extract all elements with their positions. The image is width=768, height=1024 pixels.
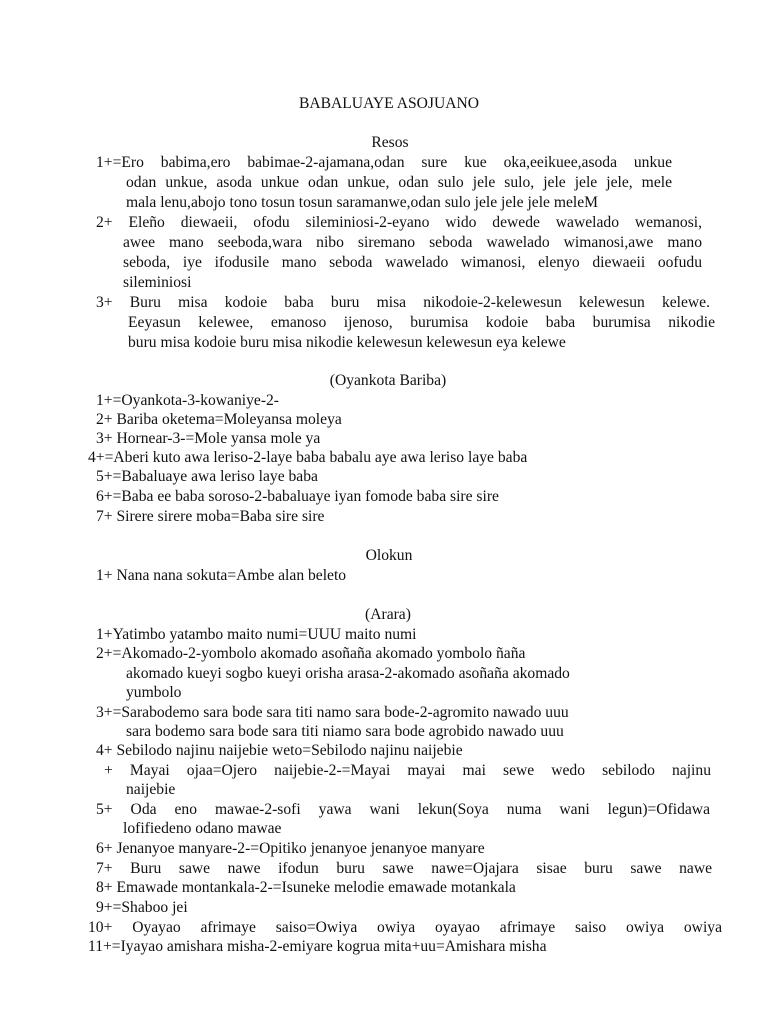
verse-line: 9+=Shaboo jei	[96, 899, 188, 916]
section-heading-arara: (Arara)	[365, 606, 411, 623]
section-heading-resos: Resos	[371, 134, 409, 151]
page-title: BABALUAYE ASOJUANO	[298, 95, 480, 112]
verse-line: 8+ Emawade montankala-2-=Isuneke melodie emawade motankala	[96, 879, 516, 896]
verse-line: seboda, iye ifodusile mano seboda wawelado wimanosi, elenyo diewaeii oofudu	[123, 254, 702, 271]
verse-line: 3+ Buru misa kodoie baba buru misa nikodoie-2-kelewesun kelewesun kelewe.	[96, 294, 710, 311]
verse-line: akomado kueyi sogbo kueyi orisha arasa-2-akomado asoñaña akomado	[126, 665, 570, 682]
verse-line: 2+=Akomado-2-yombolo akomado asoñaña akomado yombolo ñaña	[96, 645, 526, 662]
verse-line: yumbolo	[126, 684, 182, 701]
verse-line: 2+ Bariba oketema=Moleyansa moleya	[96, 411, 342, 428]
verse-line: 1+=Oyankota-3-kowaniye-2-	[96, 392, 279, 409]
verse-line: 3+ Hornear-3-=Mole yansa mole ya	[96, 430, 321, 447]
verse-line: mala lenu,abojo tono tosun tosun saramanwe,odan sulo jele jele jele meleM	[126, 194, 599, 211]
verse-line: 2+ Eleño diewaeii, ofodu sileminiosi-2-eyano wido dewede wawelado wemanosi,	[96, 214, 702, 231]
verse-line: 7+ Buru sawe nawe ifodun buru sawe nawe=Ojajara sisae buru sawe nawe	[96, 860, 712, 877]
verse-line: lofifiedeno odano mawae	[123, 820, 282, 837]
verse-line: 3+=Sarabodemo sara bode sara titi namo sara bode-2-agromito nawado uuu	[96, 704, 569, 721]
verse-line: 11+=Iyayao amishara misha-2-emiyare kogrua mita+uu=Amishara misha	[88, 938, 547, 955]
verse-line: sileminiosi	[123, 274, 192, 291]
verse-line: 10+ Oyayao afrimaye saiso=Owiya owiya oyayao afrimaye saiso owiya owiya	[88, 919, 722, 936]
section-heading-olokun: Olokun	[365, 547, 413, 564]
verse-line: 4+=Aberi kuto awa leriso-2-laye baba babalu aye awa leriso laye baba	[88, 449, 528, 466]
verse-line: odan unkue, asoda unkue odan unkue, odan sulo jele sulo, jele jele jele, mele	[126, 174, 672, 191]
verse-line: awee mano seeboda,wara nibo siremano seboda wawelado wimanosi,awe mano	[123, 234, 702, 251]
verse-line: 5+=Babaluaye awa leriso laye baba	[96, 468, 318, 485]
verse-line: 1+Yatimbo yatambo maito numi=UUU maito numi	[96, 626, 417, 643]
verse-line: 4+ Sebilodo najinu naijebie weto=Sebilodo najinu naijebie	[96, 742, 463, 759]
verse-line: 1+=Ero babima,ero babimae-2-ajamana,odan sure kue oka,eeikuee,asoda unkue	[96, 154, 672, 171]
verse-line: 5+ Oda eno mawae-2-sofi yawa wani lekun(Soya numa wani legun)=Ofidawa	[96, 801, 710, 818]
verse-line: Eeyasun kelewee, emanoso ijenoso, burumisa kodoie baba burumisa nikodie	[128, 314, 715, 331]
verse-line: naijebie	[126, 781, 176, 798]
verse-line: 7+ Sirere sirere moba=Baba sire sire	[96, 508, 325, 525]
verse-line: buru misa kodoie buru misa nikodie kelewesun kelewesun eya kelewe	[128, 334, 566, 351]
verse-line: 1+ Nana nana sokuta=Ambe alan beleto	[96, 567, 347, 584]
verse-line: 6+ Jenanyoe manyare-2-=Opitiko jenanyoe jenanyoe manyare	[96, 840, 485, 857]
verse-line: + Mayai ojaa=Ojero naijebie-2-=Mayai mayai mai sewe wedo sebilodo najinu	[104, 762, 711, 779]
verse-line: sara bodemo sara bode sara titi niamo sara bode agrobido nawado uuu	[126, 723, 564, 740]
verse-line: 6+=Baba ee baba soroso-2-babaluaye iyan fomode baba sire sire	[96, 488, 499, 505]
section-heading-oyankota-bariba: (Oyankota Bariba)	[329, 372, 447, 389]
